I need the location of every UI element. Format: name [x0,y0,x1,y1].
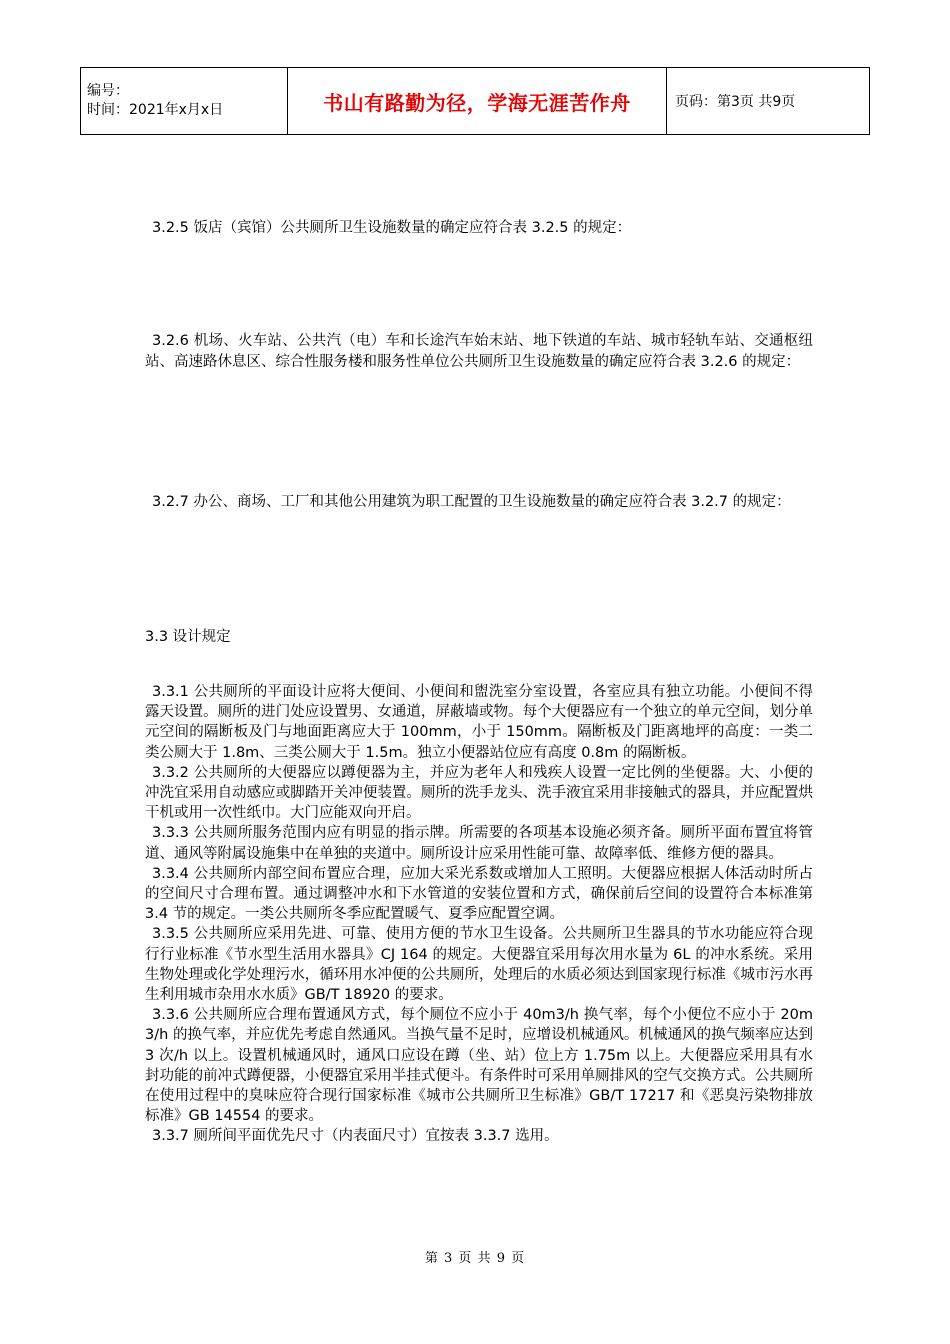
section-3-3-body [145,682,813,1147]
page-footer: 第 3 页 共 9 页 [424,1251,526,1266]
paragraph-3-3-3: 3.3.3 公共厕所服务范围内应有明显的指示牌。所需要的各项基本设施必须齐备。厕所平面布置宜将管道、通风等附属设施集中在单独的夹道中。厕所设计应采用性能可靠、故障率低、维修方便的器具。 [145,825,813,862]
paragraph-3-3-2: 3.3.2 公共厕所的大便器应以蹲便器为主，并应为老年人和残疾人设置一定比例的坐便器。大、小便的冲洗宜采用自动感应或脚踏开关冲便装置。厕所的洗手龙头、洗手液宜采用非接触式的器具，并应配置烘干机或用一次性纸巾。大门应能双向开启。 [145,764,813,822]
paragraph-3-3-7: 3.3.7 厕所间平面优先尺寸（内表面尺寸）宜按表 3.3.7 选用。 [152,1128,559,1145]
document-header [80,67,870,135]
header-motto: 书山有路勤为径，学海无涯苦作舟 [288,68,667,135]
header-page-info: 页码：第3页 共9页 [667,68,870,135]
section-title-3-3: 3.3 设计规定 [145,629,231,645]
paragraph-3-2-7: 3.2.7 办公、商场、工厂和其他公用建筑为职工配置的卫生设施数量的确定应符合表 3.2.7 的规定： [152,494,791,510]
paragraph-3-3-5: 3.3.5 公共厕所应采用先进、可靠、使用方便的节水卫生设备。公共厕所卫生器具的节水功能应符合现行行业标准《节水型生活用水器具》CJ 164 的规定。大便器宜采用每次用水量为 6L 的冲水系统。采用生物处理或化学处理污水，循环用水冲便的公共厕所，处理后的水质必须达到国家现行标准《城市污水再生利用城市杂用水水质》GB/T 18920 的要求。 [145,926,813,1004]
paragraph-3-3-4: 3.3.4 公共厕所内部空间布置应合理，应加大采光系数或增加人工照明。大便器应根据人体活动时所占的空间尺寸合理布置。通过调整冲水和下水管道的安装位置和方式，确保前后空间的设置符合本标准第 3.4 节的规定。一类公共厕所冬季应配置暖气、夏季应配置空调。 [145,865,813,923]
header-time-label: 时间：2021年x月x日 [87,102,224,118]
paragraph-3-2-6: 3.2.6 机场、火车站、公共汽（电）车和长途汽车始末站、地下铁道的车站、城市轻轨车站、交通枢纽站、高速路休息区、综合性服务楼和服务性单位公共厕所卫生设施数量的确定应符合表 3.2.6 的规定： [145,333,813,370]
paragraph-3-3-1: 3.3.1 公共厕所的平面设计应将大便间、小便间和盥洗室分室设置，各室应具有独立功能。小便间不得露天设置。厕所的进门处应设置男、女通道，屏蔽墙或物。每个大便器应有一个独立的单元空间，划分单元空间的隔断板及门与地面距离应大于 100mm，小于 150mm。隔断板及门距离地坪的高度：一类二类公厕大于 1.8m、三类公厕大于 1.5m。独立小便器站位应有高度 0.8m 的隔断板。 [145,684,813,761]
header-number-label: 编号： [87,83,129,99]
paragraph-3-3-6: 3.3.6 公共厕所应合理布置通风方式，每个厕位不应小于 40m3/h 换气率，每个小便位不应小于 20m3/h 的换气率，并应优先考虑自然通风。当换气量不足时，应增设机械通风。机械通风的换气频率应达到 3 次/h 以上。设置机械通风时，通风口应设在蹲（坐、站）位上方 1.75m 以上。大便器应采用具有水封功能的前冲式蹲便器，小便器宜采用半挂式便斗。有条件时可采用单厕排风的空气交换方式。公共厕所在使用过程中的臭味应符合现行国家标准《城市公共厕所卫生标准》GB/T 17217 和《恶臭污染物排放标准》GB 14554 的要求。 [145,1007,813,1125]
paragraph-3-2-5: 3.2.5 饭店（宾馆）公共厕所卫生设施数量的确定应符合表 3.2.5 的规定： [152,220,632,236]
header-meta [81,68,288,135]
